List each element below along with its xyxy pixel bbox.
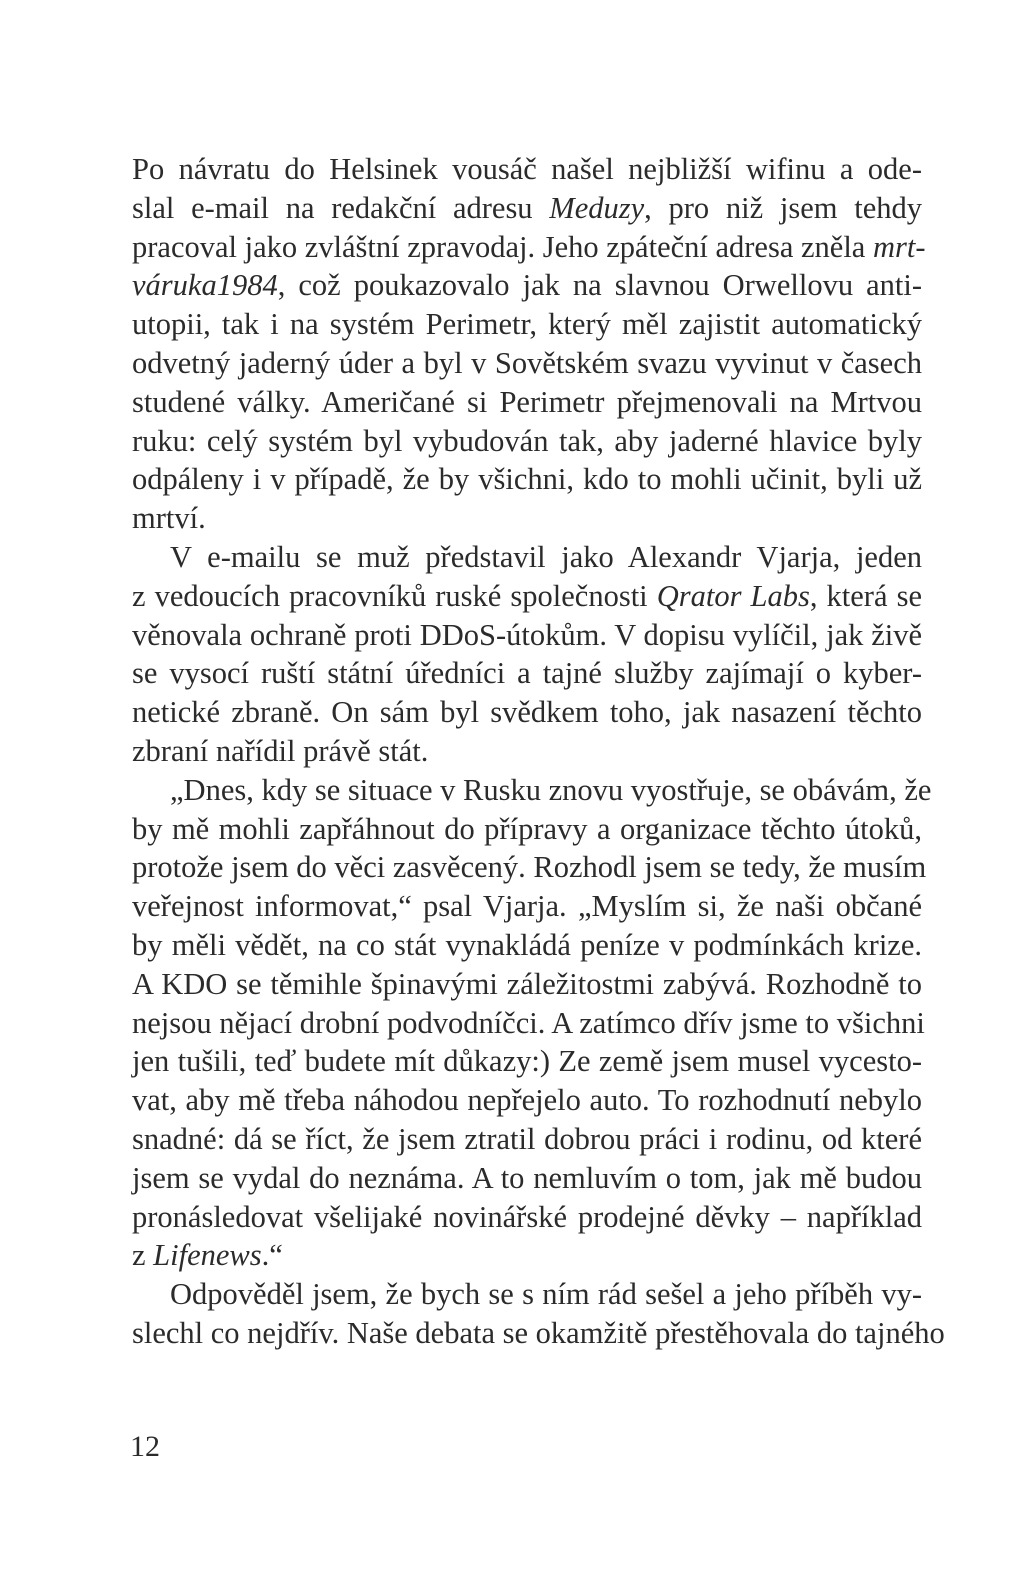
text-line: ruku: celý systém byl vybudován tak, aby jaderné hlavice byly	[132, 423, 922, 458]
text-line: utopii, tak i na systém Perimetr, který měl zajistit automatický	[132, 307, 922, 342]
text-line: Odpověděl jsem, že bych se s ním rád sešel a jeho příběh vy-	[170, 1277, 922, 1312]
text-line: by mě mohli zapřáhnout do přípravy a organizace těchto útoků,	[132, 811, 922, 846]
text-line: odpáleny i v případě, že by všichni, kdo to mohli učinit, byli už	[132, 462, 922, 497]
text-line: pracoval jako zvláštní zpravodaj. Jeho zpáteční adresa zněla mrt-	[132, 229, 926, 264]
text-line: zbraní nařídil právě stát.	[132, 733, 429, 768]
text-line: vat, aby mě třeba náhodou nepřejelo auto. To rozhodnutí nebylo	[132, 1083, 922, 1118]
text-line: slal e-mail na redakční adresu Meduzy, pro niž jsem tehdy	[132, 190, 922, 225]
text-line: Po návratu do Helsinek vousáč našel nejbližší wifinu a ode-	[132, 152, 922, 186]
text-line: snadné: dá se říct, že jsem ztratil dobrou práci i rodinu, od které	[132, 1121, 922, 1156]
text-line: protože jsem do věci zasvěcený. Rozhodl jsem se tedy, že musím	[132, 850, 927, 885]
text-line: A KDO se těmihle špinavými záležitostmi zabývá. Rozhodně to	[132, 966, 922, 1001]
text-line: věnovala ochraně proti DDoS-útokům. V dopisu vylíčil, jak živě	[132, 617, 922, 652]
text-line: mrtví.	[132, 501, 206, 536]
text-line: z vedoucích pracovníků ruské společnosti Qrator Labs, která se	[132, 578, 922, 613]
text-line: jen tušili, teď budete mít důkazy:) Ze země jsem musel vycesto-	[132, 1044, 922, 1079]
text-line: se vysocí ruští státní úředníci a tajné služby zajímají o kyber-	[132, 656, 922, 691]
text-line: slechl co nejdřív. Naše debata se okamžitě přestěhovala do tajného	[132, 1315, 945, 1350]
text-line: pronásledovat všelijaké novinářské prodejné děvky – například	[132, 1199, 922, 1234]
text-line: studené války. Američané si Perimetr přejmenovali na Mrtvou	[132, 384, 922, 419]
body-text	[132, 150, 945, 1353]
page-number: 12	[130, 1430, 160, 1463]
text-line: by měli vědět, na co stát vynakládá peníze v podmínkách krize.	[132, 927, 922, 962]
text-line: z Lifenews.“	[132, 1238, 283, 1273]
text-line: odvetný jaderný úder a byl v Sovětském svazu vyvinut v časech	[132, 345, 922, 380]
text-line: netické zbraně. On sám byl svědkem toho, jak nasazení těchto	[132, 695, 922, 730]
text-line: V e-mailu se muž představil jako Alexandr Vjarja, jeden	[170, 539, 922, 574]
text-line: „Dnes, kdy se situace v Rusku znovu vyostřuje, se obávám, že	[170, 772, 932, 807]
text-line: nejsou nějací drobní podvodníčci. A zatímco dřív jsme to všichni	[132, 1005, 925, 1040]
text-line: jsem se vydal do neznáma. A to nemluvím o tom, jak mě budou	[132, 1160, 922, 1195]
text-line: veřejnost informovat,“ psal Vjarja. „Myslím si, že naši občané	[132, 889, 922, 924]
text-line: váruka1984, což poukazovalo jak na slavnou Orwellovu anti-	[132, 268, 922, 303]
